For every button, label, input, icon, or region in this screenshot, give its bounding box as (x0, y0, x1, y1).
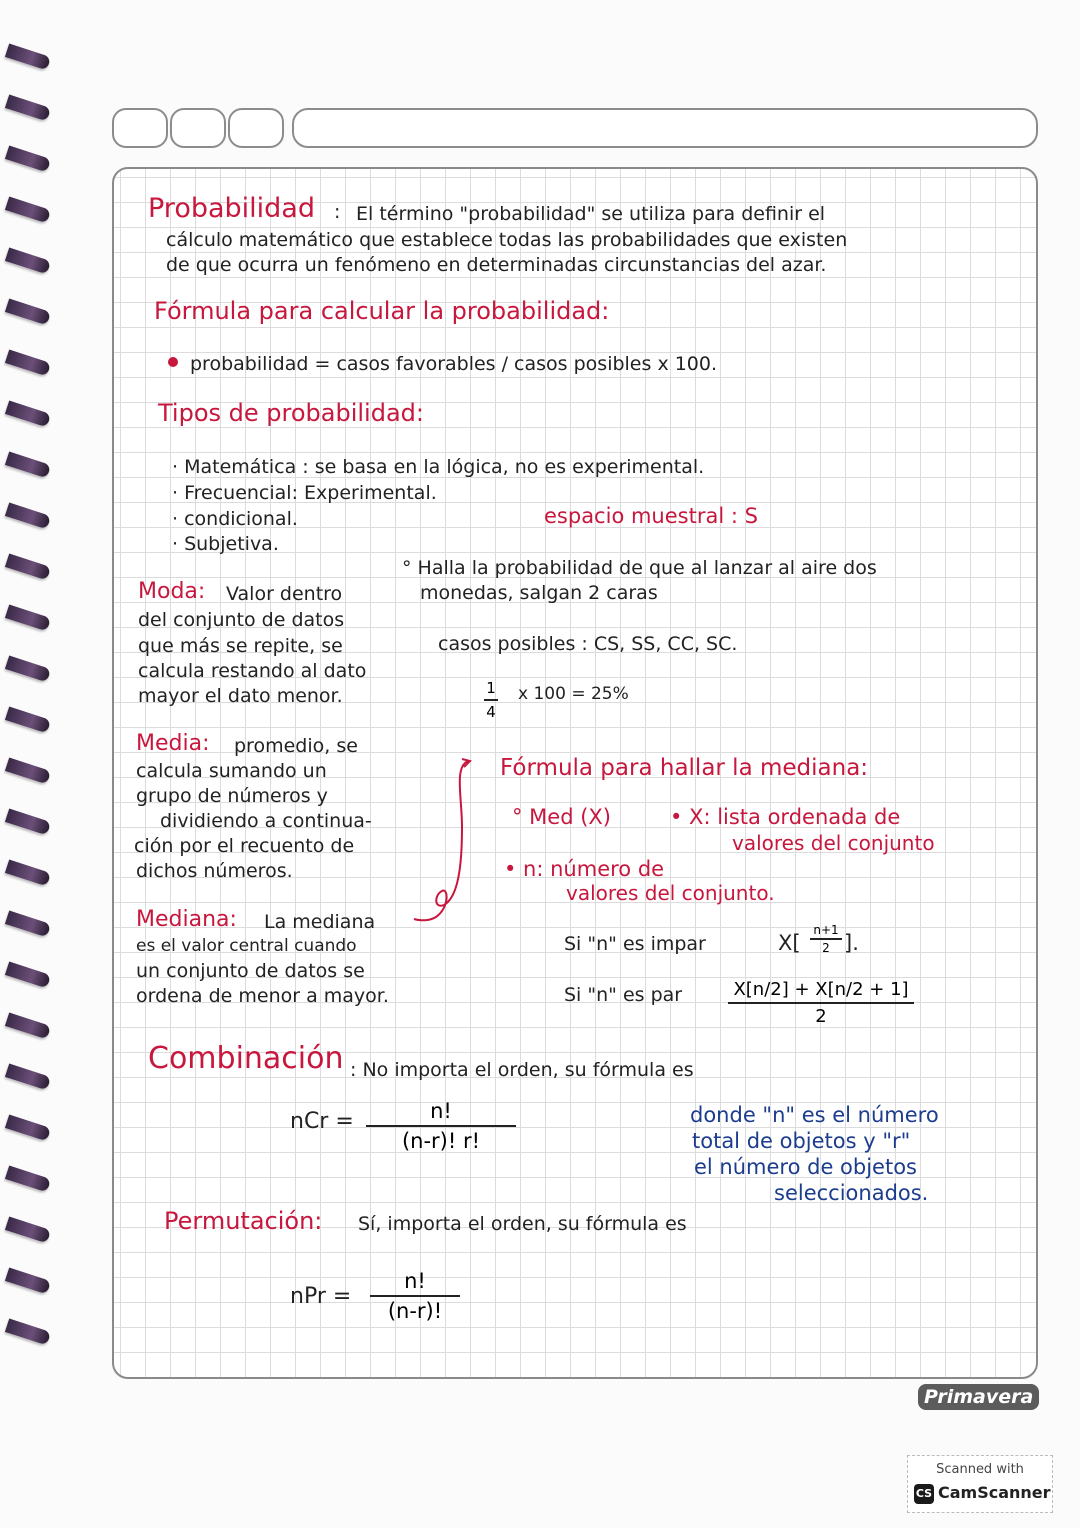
probabilidad-title: Probabilidad (148, 193, 315, 224)
moda-line: Valor dentro (226, 583, 343, 605)
casos-posibles: casos posibles : CS, SS, CC, SC. (438, 633, 738, 655)
combinacion-title: Combinación (148, 1041, 344, 1076)
impar-fraction (810, 923, 842, 955)
tipos-item: · Matemática : se basa en la lógica, no es experimental. (172, 456, 705, 478)
probabilidad-colon: : (334, 201, 341, 223)
mediana-line: ordena de menor a mayor. (136, 985, 389, 1007)
combinacion-desc: : No importa el orden, su fórmula es (350, 1059, 694, 1081)
media-title: Media: (136, 731, 210, 756)
media-line: grupo de números y (136, 785, 328, 807)
permutacion-title: Permutación: (164, 1207, 323, 1235)
media-line: dichos números. (136, 860, 293, 882)
media-line: calcula sumando un (136, 760, 327, 782)
mediana-line: es el valor central cuando (136, 936, 357, 956)
combinacion-denominator: (n-r)! r! (401, 1129, 481, 1153)
brace-connector (406, 757, 486, 937)
fraction-numerator: 1 (486, 679, 496, 697)
spiral-ring (5, 146, 51, 173)
impar-denominator: 2 (822, 941, 830, 955)
header-box (112, 108, 168, 148)
tipos-item: · Subjetiva. (172, 533, 279, 555)
spiral-ring (5, 44, 51, 71)
med-x: ° Med (X) (512, 805, 611, 829)
ejercicio-fraction (484, 679, 498, 721)
permutacion-denominator: (n-r)! (387, 1299, 443, 1323)
notebook-page (112, 167, 1038, 1379)
permutacion-lhs: nPr = (290, 1284, 352, 1309)
spiral-ring (5, 1268, 51, 1295)
fraction-bar (728, 1002, 914, 1004)
title-field (292, 108, 1038, 148)
camscanner-icon: CS (914, 1484, 934, 1504)
spiral-ring (5, 656, 51, 683)
ejercicio-result: x 100 = 25% (518, 684, 629, 704)
mediana-impar: Si "n" es impar (564, 933, 706, 955)
x-definition-2: valores del conjunto (732, 831, 935, 855)
spiral-ring (5, 197, 51, 224)
probabilidad-line-1: El término "probabilidad" se utiliza para definir el (356, 203, 826, 225)
moda-line: mayor el dato menor. (138, 685, 343, 707)
spiral-ring (5, 554, 51, 581)
media-line: ción por el recuento de (134, 835, 355, 857)
spiral-ring (5, 1115, 51, 1142)
spiral-ring (5, 401, 51, 428)
spiral-ring (5, 1217, 51, 1244)
permutacion-desc: Sí, importa el orden, su fórmula es (358, 1213, 687, 1235)
mediana-title: Mediana: (136, 907, 237, 932)
spiral-ring (5, 605, 51, 632)
mediana-formula-title: Fórmula para hallar la mediana: (500, 755, 869, 781)
moda-line: calcula restando al dato (138, 660, 367, 682)
spiral-ring (5, 248, 51, 275)
mediana-line: un conjunto de datos se (136, 960, 365, 982)
impar-numerator: n+1 (813, 923, 839, 937)
spiral-binding (0, 50, 60, 1380)
spiral-ring (5, 503, 51, 530)
spiral-ring (5, 911, 51, 938)
moda-title: Moda: (138, 579, 206, 604)
header-box (170, 108, 226, 148)
tipos-item: · Frecuencial: Experimental. (172, 482, 437, 504)
n-definition-1: • n: número de (504, 857, 665, 881)
mediana-line: La mediana (264, 911, 376, 933)
ejercicio-line-1: ° Halla la probabilidad de que al lanzar al aire dos (402, 557, 877, 579)
par-numerator: X[n/2] + X[n/2 + 1] (733, 979, 909, 1000)
combinacion-numerator: n! (430, 1099, 452, 1123)
bullet-dot (168, 357, 178, 367)
moda-line: que más se repite, se (138, 635, 343, 657)
camscanner-name: CamScanner (938, 1483, 1051, 1502)
spiral-ring (5, 809, 51, 836)
moda-line: del conjunto de datos (138, 609, 345, 631)
probabilidad-line-3: de que ocurra un fenómeno en determinadas circunstancias del azar. (166, 254, 827, 276)
spiral-ring (5, 350, 51, 377)
mediana-par: Si "n" es par (564, 984, 683, 1006)
combinacion-note-1: donde "n" es el número (690, 1103, 939, 1127)
impar-x: X[ (778, 931, 801, 955)
fraction-bar (484, 699, 498, 701)
spiral-ring (5, 452, 51, 479)
combinacion-fraction (366, 1099, 516, 1153)
par-fraction (728, 979, 914, 1027)
spiral-ring (5, 707, 51, 734)
combinacion-note-3: el número de objetos (694, 1155, 918, 1179)
media-line: promedio, se (234, 735, 358, 757)
primavera-logo: Primavera (918, 1384, 1039, 1410)
espacio-muestral: espacio muestral : S (544, 504, 758, 528)
camscanner-badge (907, 1455, 1053, 1513)
tipos-item: · condicional. (172, 508, 298, 530)
x-definition-1: • X: lista ordenada de (670, 805, 901, 829)
fraction-denominator: 4 (486, 703, 496, 721)
n-definition-2: valores del conjunto. (566, 881, 775, 905)
combinacion-note-2: total de objetos y "r" (692, 1129, 911, 1153)
fraction-bar (370, 1295, 460, 1297)
spiral-ring (5, 1319, 51, 1346)
spiral-ring (5, 962, 51, 989)
media-line: dividiendo a continua- (160, 810, 372, 832)
spiral-ring (5, 1013, 51, 1040)
impar-close: ]. (844, 931, 859, 955)
fraction-bar (366, 1125, 516, 1127)
probabilidad-line-2: cálculo matemático que establece todas las probabilidades que existen (166, 229, 848, 251)
combinacion-note-4: seleccionados. (774, 1181, 929, 1205)
tipos-title: Tipos de probabilidad: (158, 399, 424, 427)
fraction-bar (810, 938, 842, 940)
ejercicio-line-2: monedas, salgan 2 caras (420, 582, 658, 604)
spiral-ring (5, 95, 51, 122)
formula-title: Fórmula para calcular la probabilidad: (154, 297, 610, 325)
spiral-ring (5, 860, 51, 887)
spiral-ring (5, 1064, 51, 1091)
spiral-ring (5, 299, 51, 326)
permutacion-fraction (370, 1269, 460, 1323)
camscanner-label (914, 1483, 1051, 1504)
par-denominator: 2 (815, 1006, 827, 1027)
header-box (228, 108, 284, 148)
permutacion-numerator: n! (404, 1269, 426, 1293)
spiral-ring (5, 758, 51, 785)
spiral-ring (5, 1166, 51, 1193)
combinacion-lhs: nCr = (290, 1109, 354, 1134)
scanned-with-label: Scanned with (936, 1462, 1024, 1477)
formula-bullet: probabilidad = casos favorables / casos posibles x 100. (190, 353, 718, 375)
